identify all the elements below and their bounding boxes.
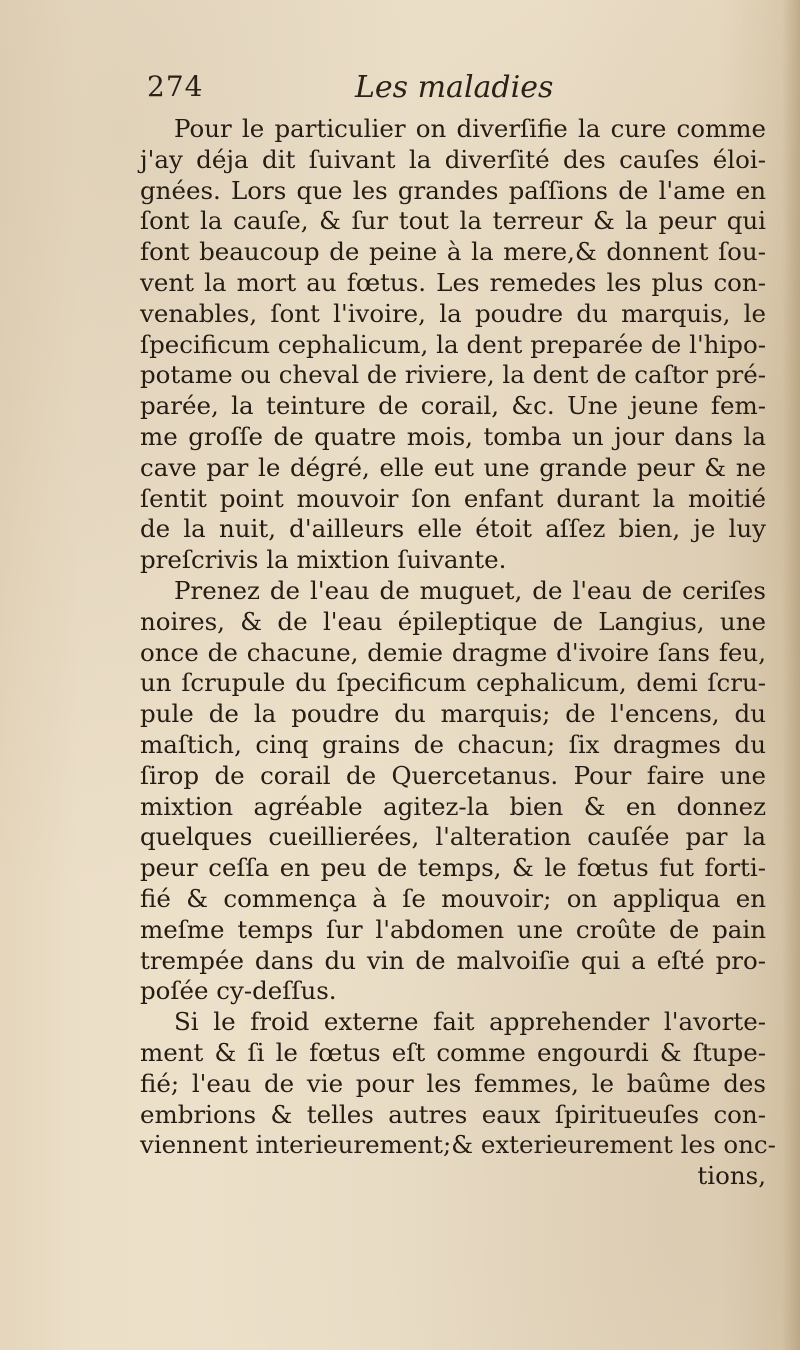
- text-line: cave par le dégré, elle eut une grande peur & ne: [140, 452, 766, 482]
- running-head: Les maladies: [355, 70, 554, 105]
- text-line: vent la mort au fœtus. Les remedes les plus con-: [140, 267, 766, 297]
- text-line: un ſcrupule du ſpecificum cephalicum, demi ſcru-: [140, 668, 766, 698]
- text-line: ment & ſi le fœtus eſt comme engourdi & ſtupe-: [140, 1037, 766, 1067]
- text-line: peur ceſſa en peu de temps, & le fœtus fut forti-: [140, 853, 766, 883]
- text-line: ſpecificum cephalicum, la dent preparée de l'hipo-: [140, 329, 766, 359]
- text-line: potame ou cheval de riviere, la dent de caſtor pré-: [140, 360, 766, 390]
- text-line: fié & commença à ſe mouvoir; on appliqua en: [140, 883, 766, 913]
- text-line: embrions & telles autres eaux ſpiritueuſes con-: [140, 1099, 766, 1129]
- text-line: de la nuit, d'ailleurs elle étoit aſſez bien, je luy: [140, 514, 766, 544]
- text-line: Prenez de l'eau de muguet, de l'eau de ceriſes: [174, 575, 766, 605]
- text-line: Pour le particulier on diverſifie la cure comme: [174, 114, 766, 143]
- text-line: fié; l'eau de vie pour les femmes, le baûme des: [140, 1068, 766, 1098]
- text-line: poſée cy-deſſus.: [140, 976, 337, 1006]
- text-line: quelques cueillierées, l'alteration cauſée par la: [140, 822, 766, 852]
- text-line: viennent interieurement;& exterieurement les onc-: [140, 1130, 776, 1160]
- text-line: maſtich, cinq grains de chacun; ſix dragmes du: [140, 729, 766, 759]
- text-line: parée, la teinture de corail, &c. Une jeune fem-: [140, 391, 766, 421]
- page-edge-shadow: [782, 0, 800, 1350]
- text-line: noires, & de l'eau épileptique de Langius, une: [140, 606, 766, 636]
- body-text: [140, 114, 776, 1192]
- page-number: 274: [147, 70, 204, 103]
- text-line: pule de la poudre du marquis; de l'encens, du: [140, 699, 766, 729]
- text-line: j'ay déja dit ſuivant la diverſité des cauſes éloi-: [140, 144, 766, 174]
- text-line: ſont la cauſe, & ſur tout la terreur & la peur qui: [140, 206, 766, 236]
- text-line: preſcrivis la mixtion ſuivante.: [140, 545, 507, 575]
- text-line: mixtion agréable agitez-la bien & en donnez: [140, 791, 766, 821]
- text-line: venables, ſont l'ivoire, la poudre du marquis, le: [140, 298, 766, 328]
- text-line: trempée dans du vin de malvoiſie qui a eſté pro-: [140, 945, 766, 975]
- text-line: once de chacune, demie dragme d'ivoire ſans feu,: [140, 637, 766, 667]
- catchword: tions,: [697, 1161, 766, 1191]
- text-line: ſentit point mouvoir ſon enfant durant la moitié: [140, 483, 766, 513]
- text-line: me groſſe de quatre mois, tomba un jour dans la: [140, 421, 766, 451]
- text-line: gnées. Lors que les grandes paſſions de l'ame en: [140, 175, 766, 205]
- text-line: font beaucoup de peine à la mere,& donnent ſou-: [140, 237, 766, 267]
- text-line: meſme temps ſur l'abdomen une croûte de pain: [140, 914, 766, 944]
- page-header: [147, 70, 767, 110]
- text-line: Si le froid externe fait apprehender l'avorte-: [174, 1007, 766, 1037]
- text-line: ſirop de corail de Quercetanus. Pour faire une: [140, 760, 766, 790]
